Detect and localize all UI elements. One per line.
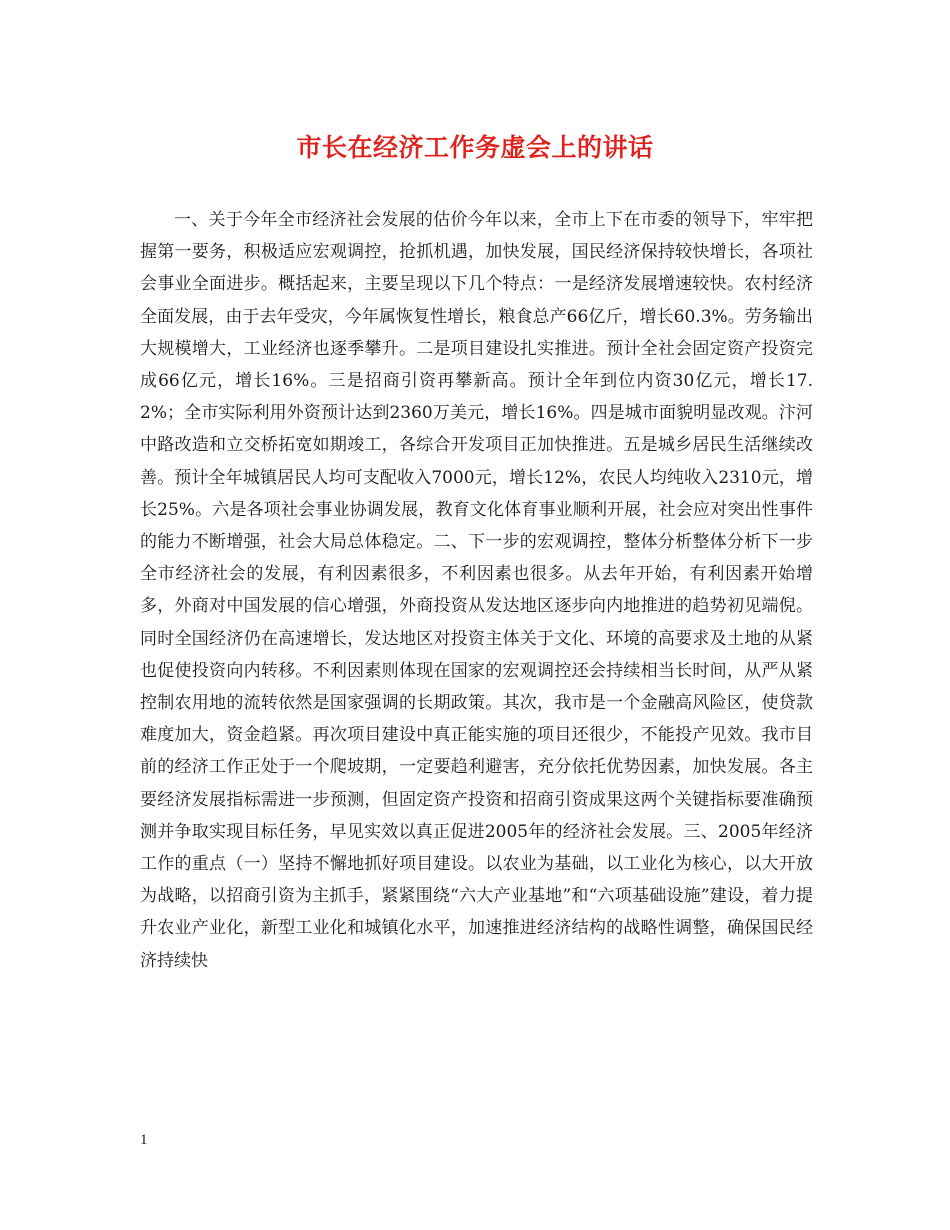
document-title: 市长在经济工作务虚会上的讲话 [296,133,654,162]
document-body: 一、关于今年全市经济社会发展的估价今年以来，全市上下在市委的领导下，牢牢把握第一要务，积极适应宏观调控，抢抓机遇，加快发展，国民经济保持较快增长，各项社会事业全面进步。概括起来，主要呈现以下几个特点：一是经济发展增速较快。农村经济全面发展，由于去年受灾，今年属恢复性增长，粮食总产66亿斤，增长60.3%。劳务输出大规模增大，工业经济也逐季攀升。二是项目建设扎实推进。预计全社会固定资产投资完成66亿元，增长16%。三是招商引资再攀新高。预计全年到位内资30亿元，增长17.2%；全市实际利用外资预计达到2360万美元，增长16%。四是城市面貌明显改观。汴河中路改造和立交桥拓宽如期竣工，各综合开发项目正加快推进。五是城乡居民生活继续改善。预计全年城镇居民人均可支配收入7000元，增长12%，农民人均纯收入2310元，增长25%。六是各项社会事业协调发展，教育文化体育事业顺利开展，社会应对突出性事件的能力不断增强，社会大局总体稳定。二、下一步的宏观调控，整体分析整体分析下一步全市经济社会的发展，有利因素很多，不利因素也很多。从去年开始，有利因素开始增多，外商对中国发展的信心增强，外商投资从发达地区逐步向内地推进的趋势初见端倪。同时全国经济仍在高速增长，发达地区对投资主体关于文化、环境的高要求及土地的从紧也促使投资向内转移。不利因素则体现在国家的宏观调控还会持续相当长时间，从严从紧控制农用地的流转依然是国家强调的长期政策。其次，我市是一个金融高风险区，使贷款难度加大，资金趋紧。再次项目建设中真正能实施的项目还很少，不能投产见效。我市目前的经济工作正处于一个爬坡期，一定要趋利避害，充分依托优势因素，加快发展。各主要经济发展指标需进一步预测，但固定资产投资和招商引资成果这两个关键指标要准确预测并争取实现目标任务，早见实效以真正促进2005年的经济社会发展。三、2005年经济工作的重点（一）坚持不懈地抓好项目建设。以农业为基础，以工业化为核心，以大开放为战略，以招商引资为主抓手，紧紧围绕“六大产业基地”和“六项基础设施”建设，着力提升农业产业化，新型工业化和城镇化水平，加速推进经济结构的战略性调整，确保国民经济持续快 [140,210,813,971]
page-number: 1 [140,1132,148,1148]
